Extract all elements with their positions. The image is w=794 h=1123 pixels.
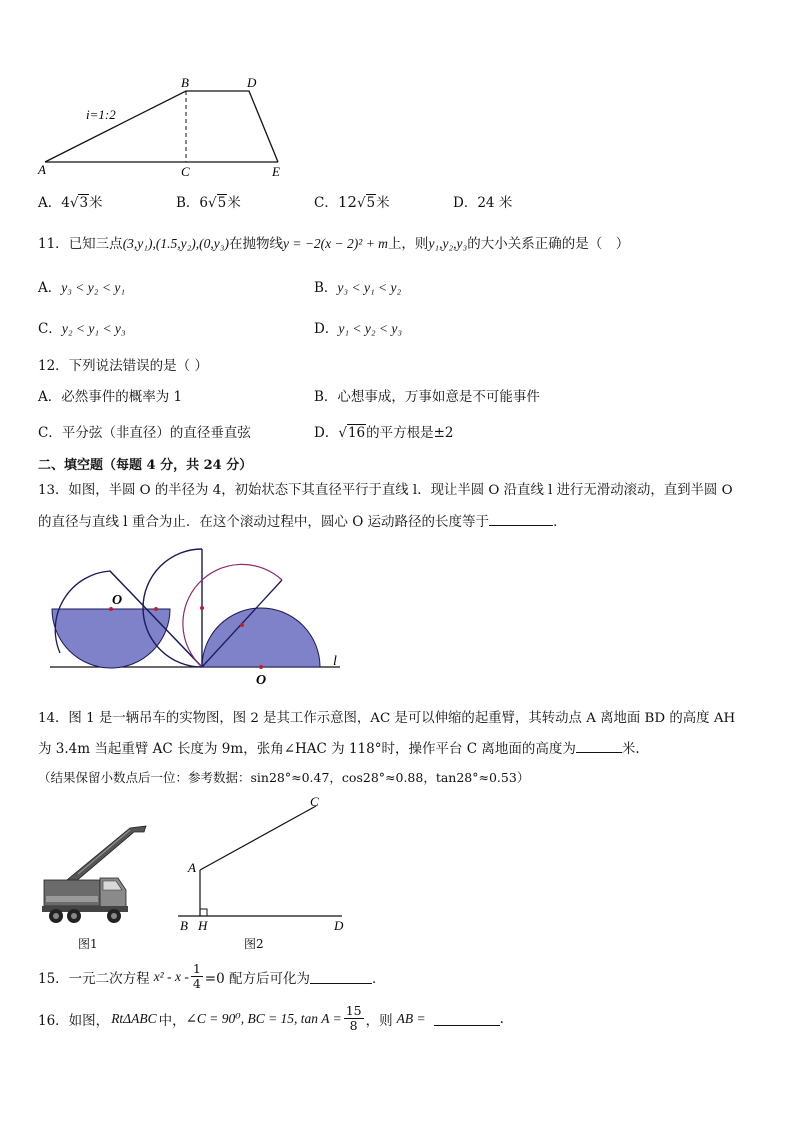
- fig1-caption: 图1: [78, 937, 98, 951]
- q10-option-c[interactable]: C．12√5米: [314, 193, 390, 211]
- section-title: 二、填空题（每题 4 分，共 24 分）: [38, 458, 253, 473]
- q12-option-b[interactable]: B．心想事成，万事如意是不可能事件: [314, 389, 540, 405]
- q11-option-b[interactable]: B．y₃ < y₁ < y₂: [314, 280, 402, 296]
- label-D: D: [247, 75, 257, 90]
- fig2-caption: 图2: [244, 937, 264, 951]
- q10-option-d[interactable]: D．24 米: [453, 195, 513, 211]
- q11-option-a[interactable]: A．y₃ < y₂ < y₁: [38, 280, 126, 296]
- q12-option-a[interactable]: A．必然事件的概率为 1: [38, 389, 183, 405]
- label-E: E: [272, 164, 280, 179]
- fraction: $\frac{1}{4}$: [192, 961, 201, 991]
- label-A: A: [38, 162, 46, 177]
- label-O-bottom: O: [256, 673, 267, 688]
- q12-option-d[interactable]: D．√16的平方根是±2: [314, 425, 454, 441]
- label-C: C: [181, 164, 190, 179]
- answer-blank[interactable]: [310, 969, 372, 984]
- label-B: B: [180, 918, 188, 933]
- q11-option-d[interactable]: D．y₁ < y₂ < y₃: [314, 321, 403, 337]
- rolling-semicircle-figure: [40, 543, 360, 688]
- trapezoid-figure: [30, 74, 300, 184]
- crane-schematic: [172, 792, 362, 942]
- label-O-top: O: [112, 593, 123, 608]
- q13-line2: 的直径与直线 l 重合为止．在这个滚动过程中，圆心 O 运动路径的长度等于 ．: [38, 514, 567, 530]
- q10-option-a[interactable]: A．4√3米: [38, 195, 103, 211]
- q15: 15．一元二次方程 x² - x - $\frac{1}{4}$ =0 配方后可化为 ．: [38, 961, 386, 991]
- q14-line1: 14．图 1 是一辆吊车的实物图，图 2 是其工作示意图，AC 是可以伸缩的起重臂，其转动点 A 离地面 BD 的高度 AH: [38, 711, 736, 726]
- q11-stem: 11．已知三点(3,y₁),(1.5,y₂),(0,y₃)在抛物线y = −2(x − 2)² + m上，则y₁,y₂,y₃的大小关系正确的是（ ）: [38, 236, 630, 252]
- q10-option-b[interactable]: B．6√5米: [176, 195, 241, 211]
- label-H: H: [198, 918, 208, 933]
- q12-stem: 12．下列说法错误的是（ ）: [38, 358, 208, 374]
- q12-option-c[interactable]: C．平分弦（非直径）的直径垂直弦: [38, 425, 251, 441]
- sqrt-sign: √: [208, 195, 217, 211]
- answer-blank[interactable]: [434, 1011, 500, 1026]
- crane-truck-image: [38, 822, 152, 932]
- label-D: D: [334, 918, 344, 933]
- fraction: $\frac{15}{8}$: [345, 1003, 362, 1033]
- slope-label: i=1:2: [86, 107, 116, 122]
- q13-line1: 13．如图，半圆 O 的半径为 4，初始状态下其直径平行于直线 l．现让半圆 O 沿直线 l 进行无滑动滚动，直到半圆 O: [38, 483, 733, 498]
- label-C: C: [310, 794, 319, 809]
- sqrt-sign: √: [356, 195, 366, 211]
- sqrt-sign: √: [69, 195, 79, 211]
- sqrt-sign: √: [338, 425, 347, 441]
- q16: 16．如图， RtΔABC 中， ∠C = 90⁰, BC = 15, tan A = $\frac{15}{8}$ ，则 AB = .: [38, 1003, 504, 1033]
- answer-blank[interactable]: [489, 525, 553, 526]
- q14-line2: 为 3.4m 当起重臂 AC 长度为 9m，张角∠HAC 为 118°时，操作平台 C 离地面的高度为 米.: [38, 741, 640, 757]
- q14-note: （结果保留小数点后一位：参考数据：sin28°≈0.47，cos28°≈0.88，tan28°≈0.53）: [38, 770, 530, 785]
- label-A: A: [188, 860, 196, 875]
- label-l: l: [333, 654, 337, 669]
- q11-option-c[interactable]: C．y₂ < y₁ < y₃: [38, 321, 126, 337]
- answer-blank[interactable]: [576, 752, 622, 753]
- label-B: B: [181, 75, 189, 90]
